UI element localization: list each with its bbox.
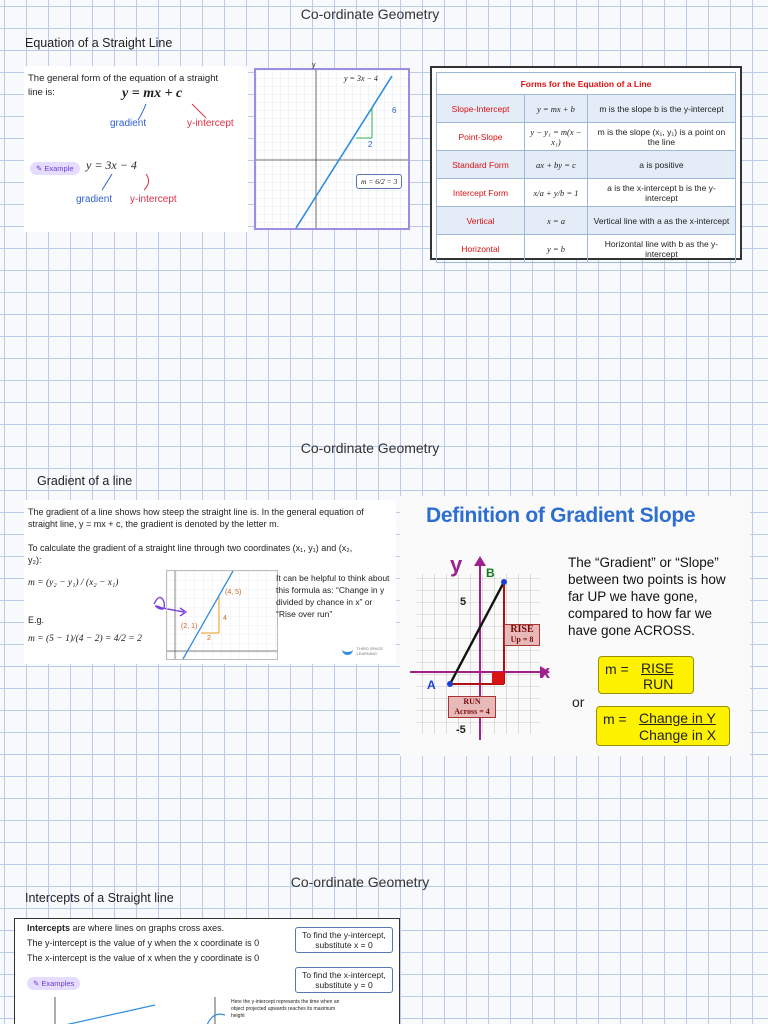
forms-table-card (430, 66, 742, 260)
intercepts-line-3: The x-intercept is the value of x when the y coordinate is 0 (27, 953, 260, 963)
run-number: 2 (207, 635, 211, 642)
point-b-label: B (486, 566, 495, 580)
example-arrows (82, 172, 192, 194)
section-heading-1: Equation of a Straight Line (25, 36, 173, 50)
rise-run-box (598, 656, 694, 694)
equation-graph-svg (256, 70, 408, 228)
example-pill: ✎ Example (30, 158, 80, 176)
slope-title: Definition of Gradient Slope (426, 504, 696, 527)
row-name: Point-Slope (437, 123, 525, 151)
rise-value: 6 (392, 106, 397, 115)
section-title-1: Co-ordinate Geometry (300, 6, 440, 22)
run-value-text: Across = 4 (454, 707, 490, 716)
table-row (437, 235, 736, 263)
box1-top: RISE (641, 660, 674, 676)
gradient-mini-graph (166, 570, 278, 660)
tick-neg5: -5 (456, 724, 466, 736)
equation-intro: The general form of the equation of a straight line is: (28, 73, 219, 98)
row-equation: ax + by = c (525, 151, 588, 179)
example-gradient-label: gradient (76, 194, 113, 205)
intercepts-graphs (35, 991, 235, 1024)
forms-table (436, 72, 736, 263)
rise-box (504, 624, 540, 646)
rise-value-text: Up = 8 (510, 635, 534, 644)
row-name: Standard Form (437, 151, 525, 179)
box2-top: Change in Y (639, 710, 716, 726)
row-note: m is the slope b is the y-intercept (587, 95, 735, 123)
row-note: a is positive (587, 151, 735, 179)
slope-description: The “Gradient” or “Slope” between two points is how far UP we have gone, compared to how far we have gone ACROSS. (568, 555, 726, 638)
slope-box: m = 6/2 = 3 (356, 174, 402, 189)
y-intercept-label: y-intercept (187, 118, 234, 129)
pencil-icon: ✎ (33, 979, 42, 988)
example-formula: y = 3x − 4 (86, 158, 137, 172)
axis-y: y (450, 552, 463, 577)
point-a: (2, 1) (181, 623, 198, 630)
rise-label: RISE (510, 624, 534, 635)
row-note: a is the x-intercept b is the y-intercept (587, 179, 735, 207)
row-equation: y − y₁ = m(x − x₁) (525, 123, 588, 151)
tsl-logo (342, 646, 396, 656)
point-a-label: A (427, 678, 436, 692)
row-note: Vertical line with a as the x-intercept (587, 207, 735, 235)
row-name: Intercept Form (437, 179, 525, 207)
or-label: or (572, 694, 585, 710)
run-value: 2 (368, 140, 373, 149)
box1-m: m = (605, 661, 629, 677)
eg-label: E.g. (28, 615, 45, 625)
gradient-formula: m = (y₂ − y₁) / (x₂ − x₁) (28, 578, 119, 588)
section-heading-2: Gradient of a line (37, 474, 133, 488)
table-row (437, 151, 736, 179)
table-row (437, 207, 736, 235)
section-heading-3: Intercepts of a Straight line (25, 891, 174, 905)
table-row (437, 95, 736, 123)
forms-table-title: Forms for the Equation of a Line (437, 73, 736, 95)
intercepts-bold: Intercepts (27, 923, 71, 933)
run-box (448, 696, 496, 718)
gradient-intro: The gradient of a line shows how steep the straight line is. In the general equation of straight line, y = mx + c, the gradient is denoted by the letter m. (28, 507, 364, 529)
row-equation: y = mx + b (525, 95, 588, 123)
tick-5: 5 (460, 596, 467, 608)
axis-x: x (540, 662, 551, 682)
row-equation: x = a (525, 207, 588, 235)
note-y-intercept: To find the y-intercept, substitute x = 0 (295, 927, 393, 953)
row-name: Vertical (437, 207, 525, 235)
run-label: RUN (463, 697, 481, 706)
box1-bottom: RUN (643, 676, 674, 692)
box2-bottom: Change in X (639, 727, 717, 743)
table-row (437, 123, 736, 151)
axis-y-label: y (312, 62, 316, 69)
general-formula: y = mx + c (122, 86, 183, 101)
section-title-2: Co-ordinate Geometry (300, 440, 440, 456)
eg-calculation: m = (5 − 1)/(4 − 2) = 4/2 = 2 (28, 634, 142, 644)
change-box (596, 706, 730, 746)
row-name: Horizontal (437, 235, 525, 263)
intercepts-line-1 (27, 923, 224, 933)
rise-number: 4 (223, 615, 227, 622)
intercepts-line-2: The y-intercept is the value of y when the x coordinate is 0 (27, 938, 260, 948)
gradient-tip: It can be helpful to think about this formula as: “Change in y divided by chance in x” or “Rise over run” (276, 573, 390, 619)
intercepts-card (14, 918, 400, 1024)
example-intercept-label: y-intercept (130, 194, 177, 205)
row-equation: x/a + y/b = 1 (525, 179, 588, 207)
pencil-icon: ✎ (36, 164, 45, 173)
equation-graph (254, 62, 410, 230)
logo-text: THIRD SPACE LEARNING (356, 646, 384, 656)
table-row (437, 179, 736, 207)
note-x-intercept: To find the x-intercept, substitute y = 0 (295, 967, 393, 993)
slope-definition-card (400, 496, 750, 756)
row-equation: y = b (525, 235, 588, 263)
graph-equation: y = 3x − 4 (344, 74, 378, 83)
examples-pill: ✎ Examples (27, 973, 80, 991)
point-b: (4, 5) (225, 589, 242, 596)
box2-m: m = (603, 711, 627, 727)
intercepts-line-1-text: are where lines on graphs cross axes. (70, 923, 225, 933)
row-name: Slope-Intercept (437, 95, 525, 123)
gradient-label: gradient (110, 118, 147, 129)
section-title-3: Co-ordinate Geometry (290, 874, 430, 890)
gradient-card (24, 500, 396, 664)
logo-icon (342, 647, 353, 655)
row-note: m is the slope (x₁, y₁) is a point on the line (587, 123, 735, 151)
equation-card (24, 66, 248, 232)
gradient-two-points: To calculate the gradient of a straight line through two coordinates (x₁, y₁) and (x₂, y₂): (28, 543, 353, 565)
row-note: Horizontal line with b as the y-intercept (587, 235, 735, 263)
projectile-note: Here the y-intercept represents the time when an object projected upwards reaches its maximum height (231, 999, 340, 1019)
